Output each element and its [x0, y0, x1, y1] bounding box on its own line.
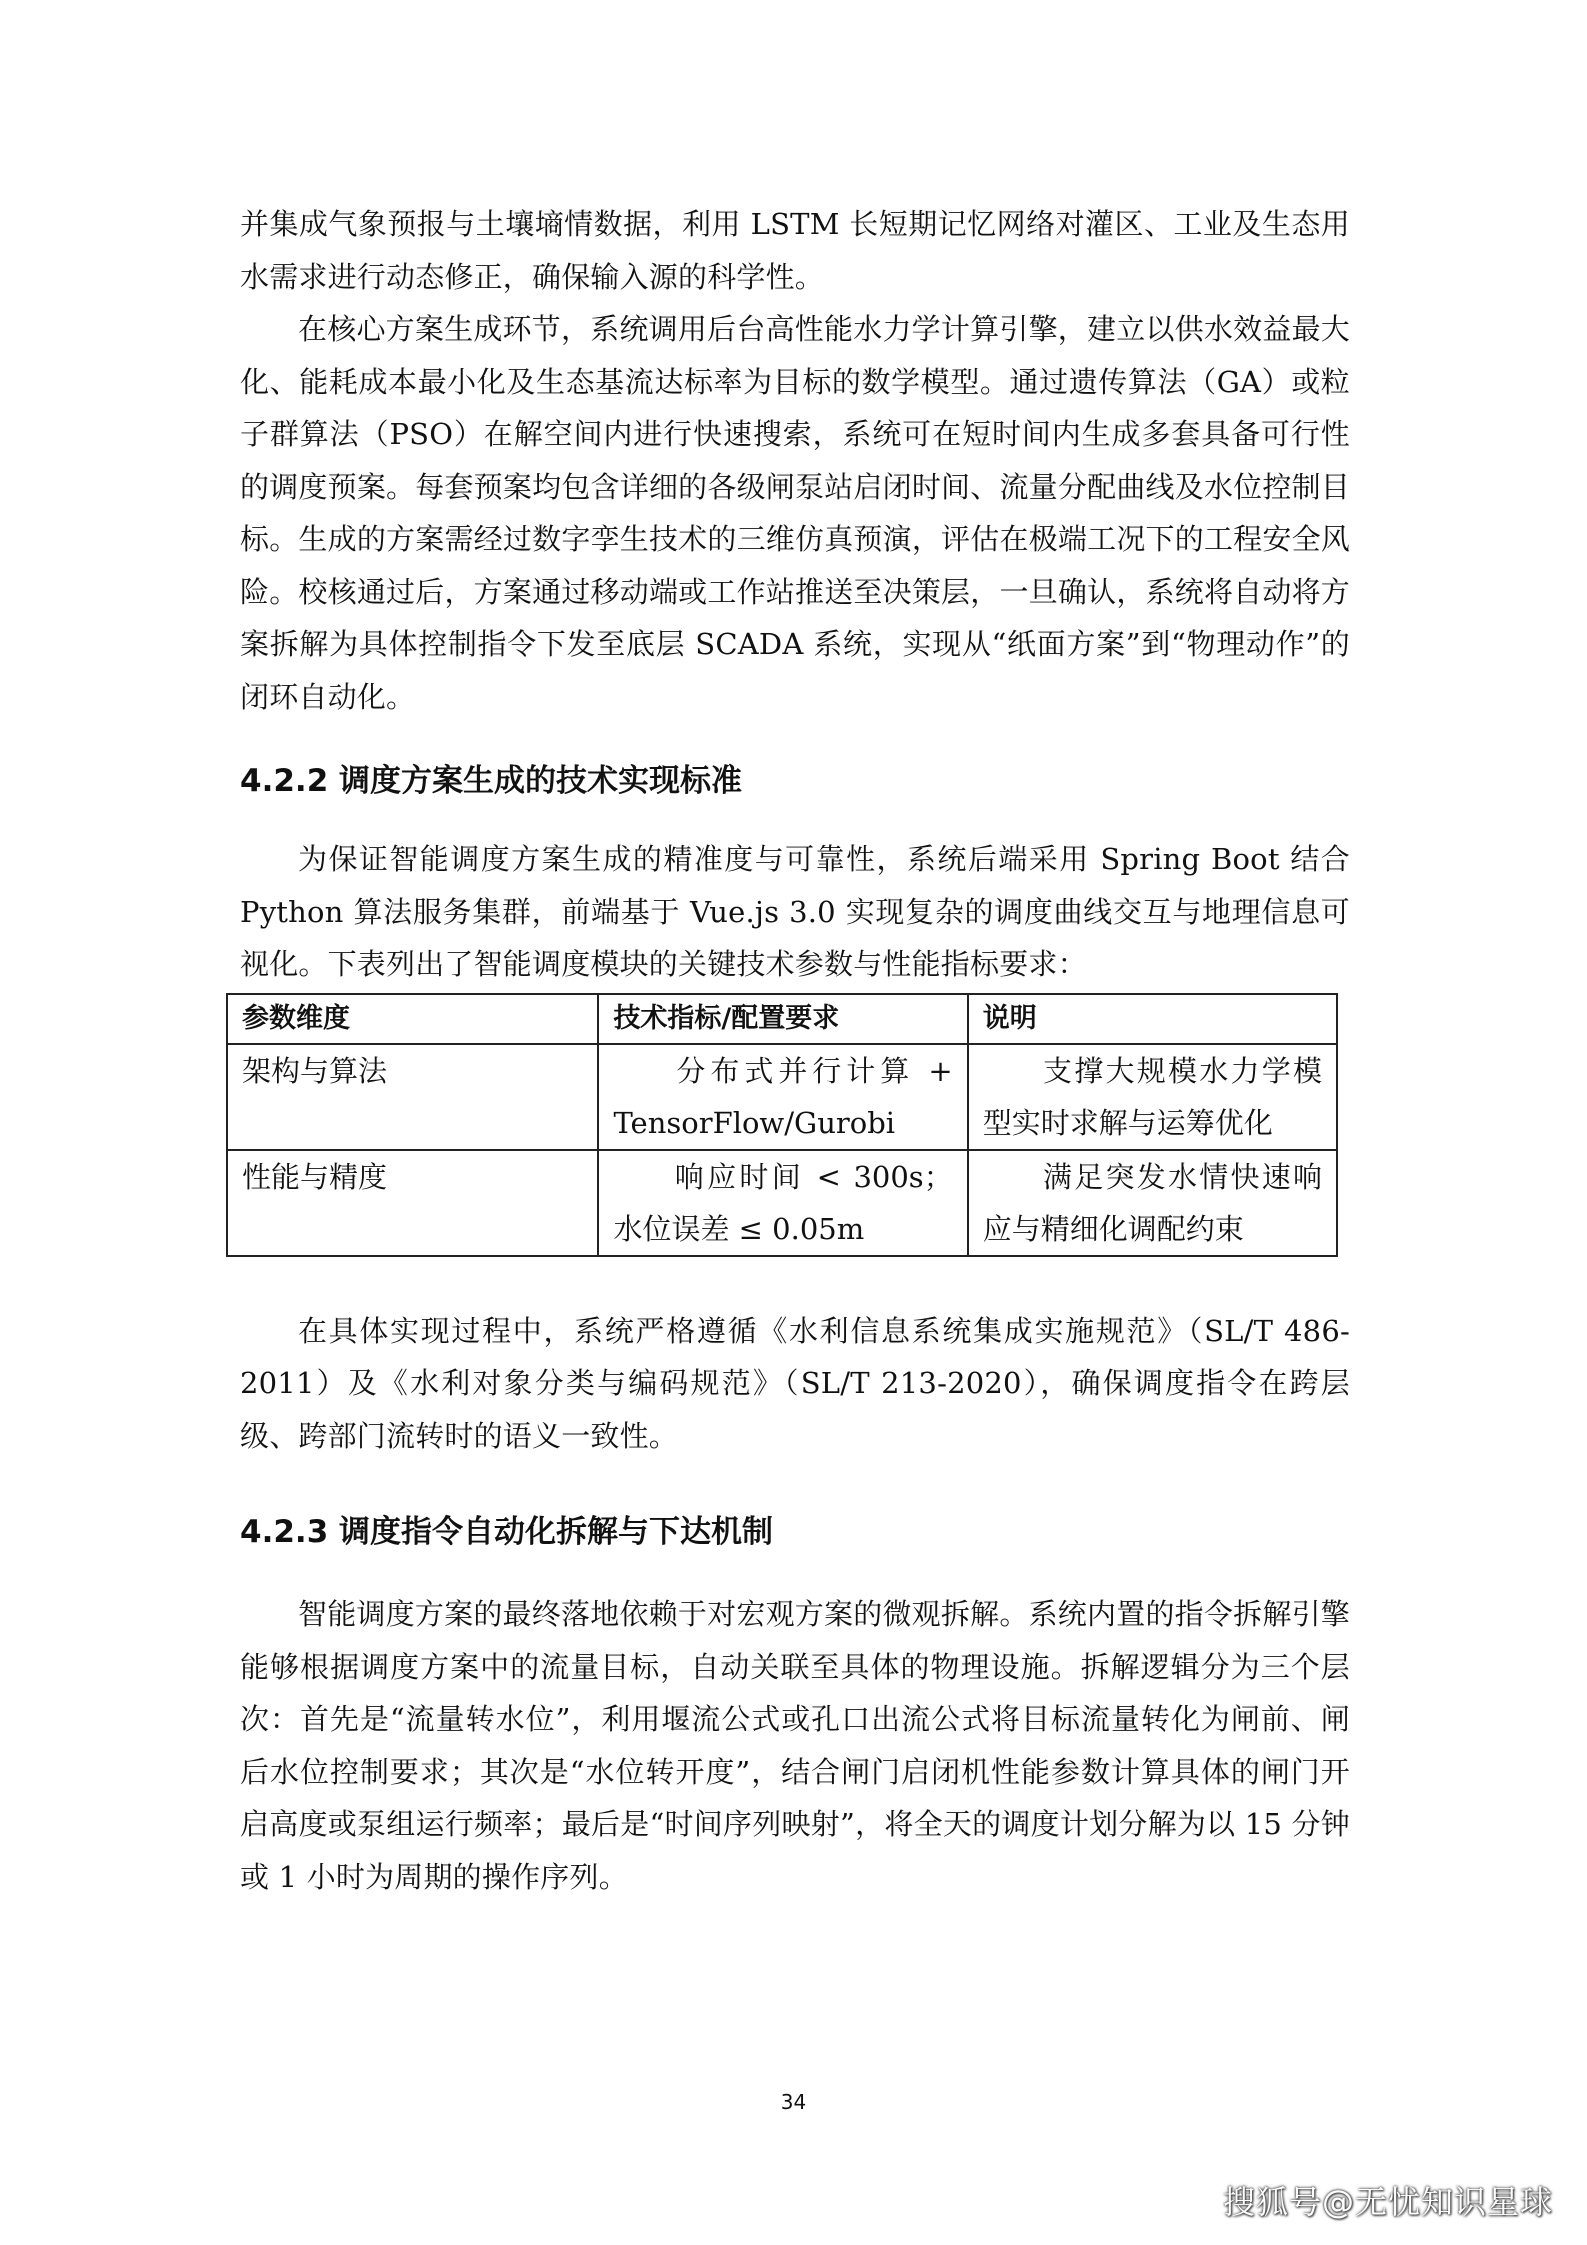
parameter-table [226, 993, 1338, 1257]
table-cell: 性能与精度 [227, 1150, 598, 1256]
table-header-row [227, 994, 1337, 1044]
paragraph-instruction-decomposition: 智能调度方案的最终落地依赖于对宏观方案的微观拆解。系统内置的指令拆解引擎能够根据调度方案中的流量目标，自动关联至具体的物理设施。拆解逻辑分为三个层次：首先是“流量转水位”，利用堰流公式或孔口出流公式将目标流量转化为闸前、闸后水位控制要求；其次是“水位转开度”，结合闸门启闭机性能参数计算具体的闸门开启高度或泵组运行频率；最后是“时间序列映射”，将全天的调度计划分解为以 15 分钟或 1 小时为周期的操作序列。 [240, 1597, 1350, 1894]
table-cell [968, 1044, 1337, 1150]
table-cell [968, 1150, 1337, 1256]
paragraph-core-scheme: 在核心方案生成环节，系统调用后台高性能水力学计算引擎，建立以供水效益最大化、能耗成本最小化及生态基流达标率为目标的数学模型。通过遗传算法（GA）或粒子群算法（PSO）在解空间内进行快速搜索，系统可在短时间内生成多套具备可行性的调度预案。每套预案均包含详细的各级闸泵站启闭时间、流量分配曲线及水位控制目标。生成的方案需经过数字孪生技术的三维仿真预演，评估在极端工况下的工程安全风险。校核通过后，方案通过移动端或工作站推送至决策层，一旦确认，系统将自动将方案拆解为具体控制指令下发至底层 SCADA 系统，实现从“纸面方案”到“物理动作”的闭环自动化。 [240, 312, 1350, 714]
table-cell-text: 满足突发水情快速响应与精细化调配约束 [982, 1159, 1322, 1246]
paragraph-standards-compliance: 在具体实现过程中，系统严格遵循《水利信息系统集成实施规范》（SL/T 486-2011）及《水利对象分类与编码规范》（SL/T 213-2020），确保调度指令在跨层级、跨部门流转时的语义一致性。 [240, 1313, 1350, 1453]
table-cell [598, 1150, 967, 1256]
table-cell-text: 分布式并行计算 + TensorFlow/Gurobi [613, 1053, 953, 1140]
section-heading-4-2-2: 4.2.2 调度方案生成的技术实现标准 [240, 763, 743, 799]
table-row [227, 1150, 1337, 1256]
page-number: 34 [780, 2090, 807, 2114]
table-header-cell: 说明 [968, 994, 1337, 1044]
table-cell-text: 支撑大规模水力学模型实时求解与运筹优化 [982, 1053, 1322, 1140]
table-cell: 架构与算法 [227, 1044, 598, 1150]
page-content [240, 198, 1350, 1903]
table-row [227, 1044, 1337, 1150]
table-cell-text: 响应时间 < 300s；水位误差 ≤ 0.05m [613, 1159, 953, 1246]
paragraph-continuation: 并集成气象预报与土壤墒情数据，利用 LSTM 长短期记忆网络对灌区、工业及生态用水需求进行动态修正，确保输入源的科学性。 [240, 207, 1350, 294]
table-header-cell: 参数维度 [227, 994, 598, 1044]
table-header-cell: 技术指标/配置要求 [598, 994, 967, 1044]
table-cell [598, 1044, 967, 1150]
section-heading-4-2-3: 4.2.3 调度指令自动化拆解与下达机制 [240, 1514, 774, 1550]
paragraph-tech-standard: 为保证智能调度方案生成的精准度与可靠性，系统后端采用 Spring Boot 结合 Python 算法服务集群，前端基于 Vue.js 3.0 实现复杂的调度曲线交互与地理信息可视化。下表列出了智能调度模块的关键技术参数与性能指标要求： [240, 842, 1350, 981]
watermark: 搜狐号@无忧知识星球 [1222, 2183, 1553, 2221]
